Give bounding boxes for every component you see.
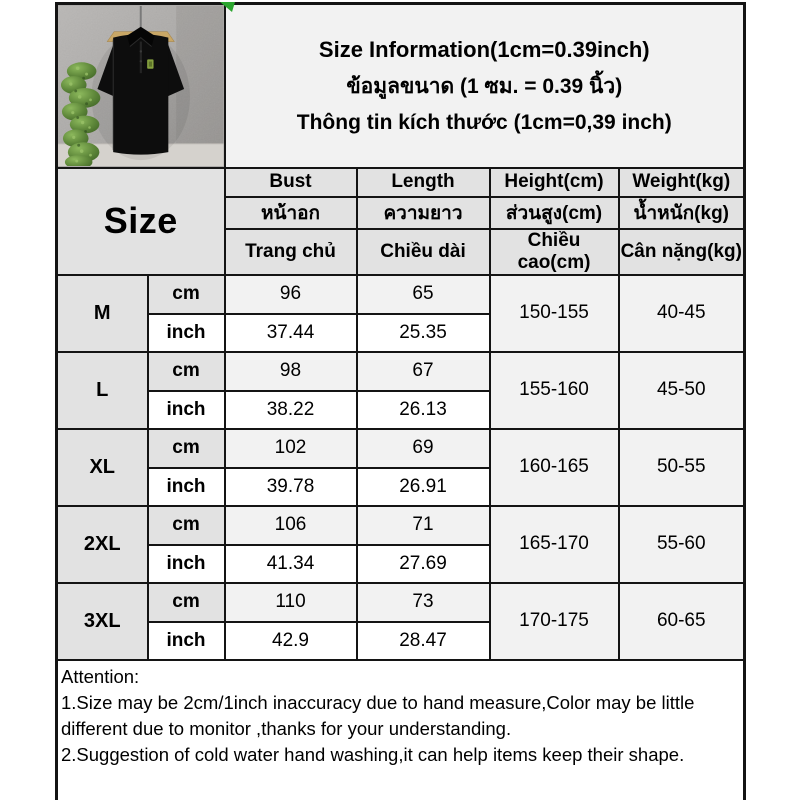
bust-cm-3xl: 110 xyxy=(225,583,357,622)
title-cell xyxy=(225,4,745,168)
placket xyxy=(140,41,142,73)
unit-cm: cm xyxy=(148,429,225,468)
header-length-vi: Chiều dài xyxy=(357,229,490,275)
attention-cell xyxy=(57,660,745,800)
header-height-th: ส่วนสูง(cm) xyxy=(490,197,619,229)
media-row xyxy=(57,4,745,168)
header-weight-en: Weight(kg) xyxy=(619,168,745,197)
size-label-3xl: 3XL xyxy=(57,583,148,660)
unit-cm: cm xyxy=(148,352,225,391)
green-corner-icon xyxy=(220,2,235,13)
bust-cm-m: 96 xyxy=(225,275,357,314)
title-vietnamese: Thông tin kích thước (1cm=0,39 inch) xyxy=(296,110,672,134)
unit-inch: inch xyxy=(148,545,225,583)
size-label-m: M xyxy=(57,275,148,352)
bust-in-3xl: 42.9 xyxy=(225,622,357,660)
table-row-l-cm xyxy=(57,352,745,391)
header-bust-vi: Trang chủ xyxy=(225,229,357,275)
bust-in-l: 38.22 xyxy=(225,391,357,429)
attention-note-2: 2.Suggestion of cold water hand washing,it can help items keep their shape. xyxy=(61,743,685,765)
size-label-xl: XL xyxy=(57,429,148,506)
weight-xl: 50-55 xyxy=(619,429,745,506)
height-l: 155-160 xyxy=(490,352,619,429)
length-cm-m: 65 xyxy=(357,275,490,314)
bust-cm-l: 98 xyxy=(225,352,357,391)
size-table xyxy=(55,2,746,800)
unit-cm: cm xyxy=(148,583,225,622)
length-in-3xl: 28.47 xyxy=(357,622,490,660)
length-in-2xl: 27.69 xyxy=(357,545,490,583)
table-row-3xl-cm xyxy=(57,583,745,622)
attention-row xyxy=(57,660,745,800)
length-cm-3xl: 73 xyxy=(357,583,490,622)
height-m: 150-155 xyxy=(490,275,619,352)
height-xl: 160-165 xyxy=(490,429,619,506)
length-in-m: 25.35 xyxy=(357,314,490,352)
table-row-2xl-cm xyxy=(57,506,745,545)
header-length-th: ความยาว xyxy=(357,197,490,229)
bust-in-2xl: 41.34 xyxy=(225,545,357,583)
chest-logo xyxy=(147,59,153,68)
size-label-l: L xyxy=(57,352,148,429)
size-label-2xl: 2XL xyxy=(57,506,148,583)
unit-inch: inch xyxy=(148,314,225,352)
size-header: Size xyxy=(57,168,225,275)
header-row-english xyxy=(57,168,745,197)
header-weight-th: น้ำหนัก(kg) xyxy=(619,197,745,229)
header-bust-th: หน้าอก xyxy=(225,197,357,229)
unit-inch: inch xyxy=(148,391,225,429)
header-bust-en: Bust xyxy=(225,168,357,197)
height-2xl: 165-170 xyxy=(490,506,619,583)
unit-cm: cm xyxy=(148,506,225,545)
header-length-en: Length xyxy=(357,168,490,197)
table-row-m-cm xyxy=(57,275,745,314)
title-english: Size Information(1cm=0.39inch) xyxy=(318,36,650,62)
table-row-xl-cm xyxy=(57,429,745,468)
product-photo xyxy=(58,6,224,166)
unit-inch: inch xyxy=(148,468,225,506)
header-height-vi: Chiều cao(cm) xyxy=(490,229,619,275)
product-photo-cell xyxy=(57,4,225,168)
attention-note-1: 1.Size may be 2cm/1inch inaccuracy due to hand measure,Color may be little different due to monitor ,thanks for your understanding. xyxy=(61,691,695,739)
attention-title: Attention: xyxy=(61,665,140,687)
length-cm-xl: 69 xyxy=(357,429,490,468)
weight-3xl: 60-65 xyxy=(619,583,745,660)
bust-cm-xl: 102 xyxy=(225,429,357,468)
length-in-l: 26.13 xyxy=(357,391,490,429)
height-3xl: 170-175 xyxy=(490,583,619,660)
bust-in-m: 37.44 xyxy=(225,314,357,352)
weight-l: 45-50 xyxy=(619,352,745,429)
weight-2xl: 55-60 xyxy=(619,506,745,583)
unit-cm: cm xyxy=(148,275,225,314)
length-cm-2xl: 71 xyxy=(357,506,490,545)
bust-in-xl: 39.78 xyxy=(225,468,357,506)
length-in-xl: 26.91 xyxy=(357,468,490,506)
weight-m: 40-45 xyxy=(619,275,745,352)
header-weight-vi: Cân nặng(kg) xyxy=(619,229,745,275)
header-height-en: Height(cm) xyxy=(490,168,619,197)
product-photo-illustration xyxy=(58,6,224,166)
length-cm-l: 67 xyxy=(357,352,490,391)
bust-cm-2xl: 106 xyxy=(225,506,357,545)
unit-inch: inch xyxy=(148,622,225,660)
title-thai: ข้อมูลขนาด (1 ซม. = 0.39 นิ้ว) xyxy=(346,74,623,98)
